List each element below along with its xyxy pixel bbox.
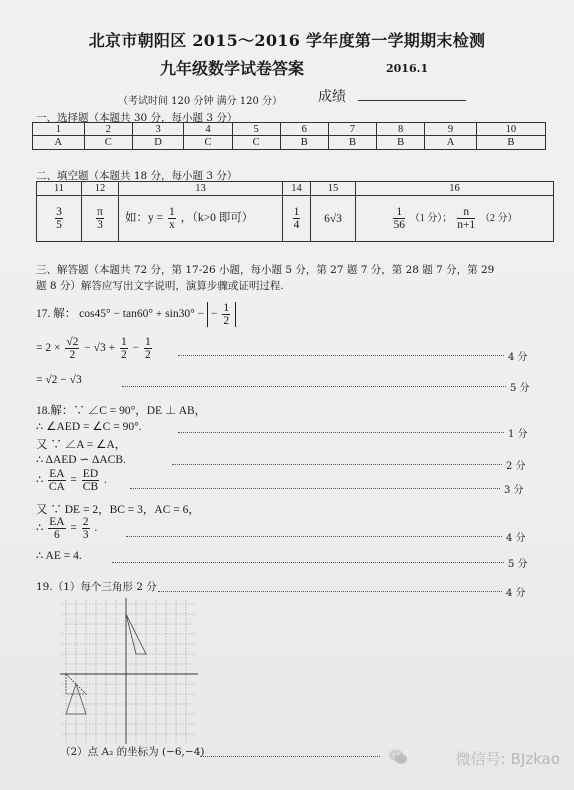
table-cell: 4 [184, 123, 232, 136]
table-cell: 13 [119, 182, 283, 196]
answer-15: 6√3 [311, 196, 356, 242]
q18-line4: ∴ ΔAED ∽ ΔACB. [36, 454, 126, 466]
table-cell: 14 [283, 182, 311, 196]
q17-step2: = 2 × $\frac{√2}{2}$ − √3 + $\frac{1}{2}$ − $\frac{1}{2}$ [36, 336, 151, 362]
table-cell: 6 [280, 123, 328, 136]
table-cell: 5 [232, 123, 280, 136]
table-cell: B [280, 136, 328, 150]
table-cell: 15 [311, 182, 356, 196]
q17-step3: = √2 − √3 [36, 374, 82, 386]
fraction: $\frac{1}{x}$ [169, 205, 175, 231]
watermark-text: 微信号: BJzkao [455, 750, 560, 768]
dotted-leader [122, 386, 506, 387]
answer-16: $\frac{1}{56}$ （1 分）； $\frac{n}{n+1}$ （2 分） [356, 196, 554, 242]
table-cell: C [84, 136, 132, 150]
fraction: $\frac{n}{n+1}$ [457, 205, 476, 231]
choice-answer-table [32, 122, 546, 150]
choice-number-row [33, 123, 546, 136]
dotted-leader [158, 591, 502, 592]
q18-line2-points: 1 分 [508, 429, 528, 440]
section3-heading-line1: 三、解答题（本题共 72 分，第 17-26 小题，每小题 5 分，第 27 题 7 分，第 28 题 7 分，第 29 [36, 264, 495, 276]
q18-line8-points: 5 分 [508, 559, 528, 570]
dotted-leader [178, 355, 504, 356]
dotted-leader [112, 562, 504, 563]
fill-number-row [37, 182, 554, 196]
q18-line7: ∴ $\frac{EA}{6}$ = $\frac{2}{3}$ . [36, 516, 98, 542]
table-cell: 3 [132, 123, 184, 136]
table-cell: 10 [476, 123, 545, 136]
answer-13: 如：y = $\frac{1}{x}$ ，（k>0 即可） [119, 196, 283, 242]
table-cell: B [328, 136, 376, 150]
table-cell: D [132, 136, 184, 150]
section2-heading: 二、填空题（本题共 18 分，每小题 3 分） [36, 170, 238, 182]
exam-subtitle: 九年级数学试卷答案 [160, 59, 305, 78]
table-cell: B [377, 136, 425, 150]
table-cell: 1 [33, 123, 85, 136]
fraction: $\frac{\pi}{3}$ [97, 205, 103, 231]
fraction: $\frac{√2}{2}$ [66, 336, 79, 362]
table-cell: A [425, 136, 477, 150]
q18-line8: ∴ AE = 4. [36, 550, 82, 562]
answer-14 [283, 196, 311, 242]
table-cell: 7 [328, 123, 376, 136]
fill-answer-row [37, 196, 554, 242]
q19-part1: 19.（1）每个三角形 2 分 [36, 581, 157, 593]
table-cell: C [184, 136, 232, 150]
absolute-value: − $\frac{1}{2}$ [207, 302, 236, 327]
q18-line3: 又 ∵ ∠A = ∠A， [36, 439, 127, 451]
q18-line1: 18.解：∵ ∠C = 90°，DE ⊥ AB， [36, 405, 207, 417]
fraction: $\frac{3}{5}$ [56, 205, 62, 231]
score-label: 成绩 [318, 89, 346, 105]
dotted-leader [126, 536, 502, 537]
exam-date: 2016.1 [386, 62, 429, 75]
q19-part2: （2）点 A₂ 的坐标为 (−6,−4) [60, 746, 205, 758]
section3-heading-line2: 题 8 分）解答应写出文字说明，演算步骤或证明过程. [36, 280, 284, 292]
choice-answer-row [33, 136, 546, 150]
exam-info: （考试时间 120 分钟 满分 120 分） [118, 96, 283, 107]
q18-line5-points: 3 分 [504, 485, 524, 496]
answer-12 [82, 196, 119, 242]
fraction: $\frac{EA}{6}$ [49, 516, 65, 542]
fraction: $\frac{1}{56}$ [393, 205, 405, 231]
score-blank-line [358, 100, 466, 101]
dotted-leader [130, 488, 500, 489]
table-cell: 11 [37, 182, 82, 196]
fill-answer-table [36, 181, 554, 242]
q18-line2: ∴ ∠AED = ∠C = 90°. [36, 421, 142, 433]
fraction: $\frac{1}{2}$ [144, 336, 151, 362]
table-cell: 9 [425, 123, 477, 136]
wechat-icon [388, 748, 408, 766]
fraction: $\frac{ED}{CB}$ [82, 468, 99, 494]
fraction: $\frac{2}{3}$ [82, 516, 89, 542]
dotted-leader [178, 432, 504, 433]
fraction: $\frac{1}{2}$ [223, 302, 230, 328]
table-cell: 16 [356, 182, 554, 196]
q18-line4-points: 2 分 [506, 461, 526, 472]
q17-step2-points: 4 分 [508, 352, 528, 363]
q18-line5: ∴ $\frac{EA}{CA}$ = $\frac{ED}{CB}$ . [36, 468, 107, 494]
table-cell: B [476, 136, 545, 150]
answer-11 [37, 196, 82, 242]
fraction: $\frac{EA}{CA}$ [48, 468, 65, 494]
table-cell: 8 [377, 123, 425, 136]
q18-line7-points: 4 分 [506, 533, 526, 544]
fraction: $\frac{1}{4}$ [293, 205, 300, 231]
dotted-leader [200, 756, 380, 757]
table-cell: C [232, 136, 280, 150]
fraction: $\frac{1}{2}$ [120, 336, 127, 362]
table-cell: 2 [84, 123, 132, 136]
section1-heading: 一、选择题（本题共 30 分，每小题 3 分） [36, 112, 238, 124]
q19-part1-points: 4 分 [506, 588, 526, 599]
q17-step3-points: 5 分 [510, 383, 530, 394]
table-cell: 12 [82, 182, 119, 196]
table-cell: A [33, 136, 85, 150]
dotted-leader [172, 464, 502, 465]
q18-line6: 又 ∵ DE = 2，BC = 3，AC = 6， [36, 504, 200, 516]
coordinate-grid-figure [58, 596, 200, 746]
q17-expression: 17. 解： cos45° − tan60° + sin30° − − $\frac{1}{2}$ [36, 302, 236, 327]
exam-title: 北京市朝阳区 2015～2016 学年度第一学期期末检测 [88, 31, 486, 50]
